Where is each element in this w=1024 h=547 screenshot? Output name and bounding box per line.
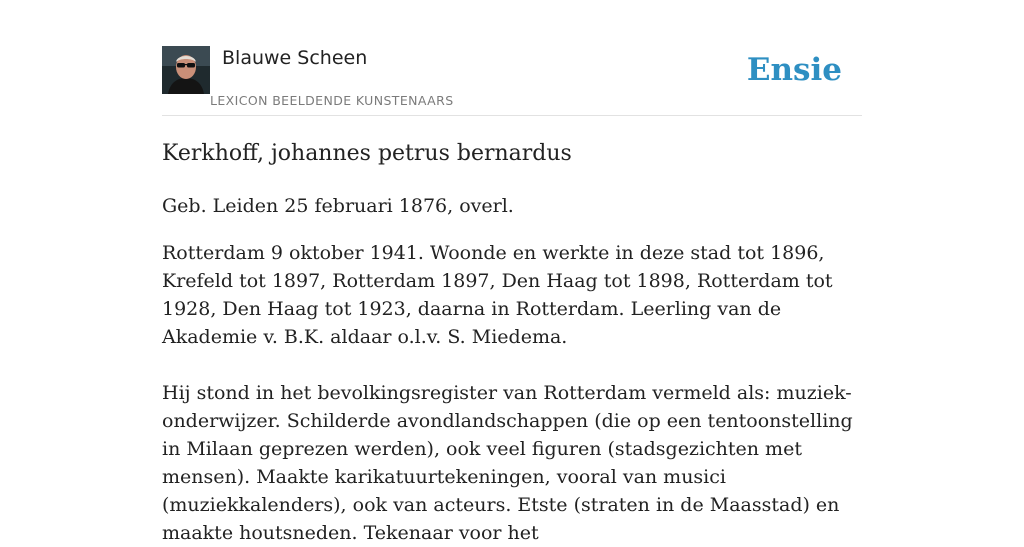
author-name[interactable]: Blauwe Scheen xyxy=(222,47,368,69)
avatar-portrait-icon xyxy=(162,46,210,94)
entry-paragraph: Geb. Leiden 25 februari 1876, overl. xyxy=(162,195,514,217)
entry-header xyxy=(162,46,862,116)
ensie-logo[interactable]: Ensie xyxy=(746,52,842,88)
entry-title: Kerkhoff, johannes petrus bernardus xyxy=(162,141,572,166)
author-avatar[interactable] xyxy=(162,46,210,94)
entry-paragraph: Hij stond in het bevolkingsregister van Rotterdam vermeld als: muziek-onderwijzer. Schilderde avondlandschappen (die op een tentoonstelling in Milaan geprezen werden), ook veel figuren (stadsgezichten met mensen). Maakte karikatuurtekeningen, vooral van musici (muziekkalenders), ook van acteurs. Etste (straten in de Maasstad) en maakte houtsneden. Tekenaar voor het xyxy=(162,382,853,544)
entry-content xyxy=(162,138,862,547)
entry-paragraph: Rotterdam 9 oktober 1941. Woonde en werkte in deze stad tot 1896, Krefeld tot 1897, Rotterdam 1897, Den Haag tot 1898, Rotterdam tot 1928, Den Haag tot 1923, daarna in Rotterdam. Leerling van de Akademie v. B.K. aldaar o.l.v. S. Miedema. xyxy=(162,242,833,348)
lexicon-label[interactable]: LEXICON BEELDENDE KUNSTENAARS xyxy=(210,93,454,108)
